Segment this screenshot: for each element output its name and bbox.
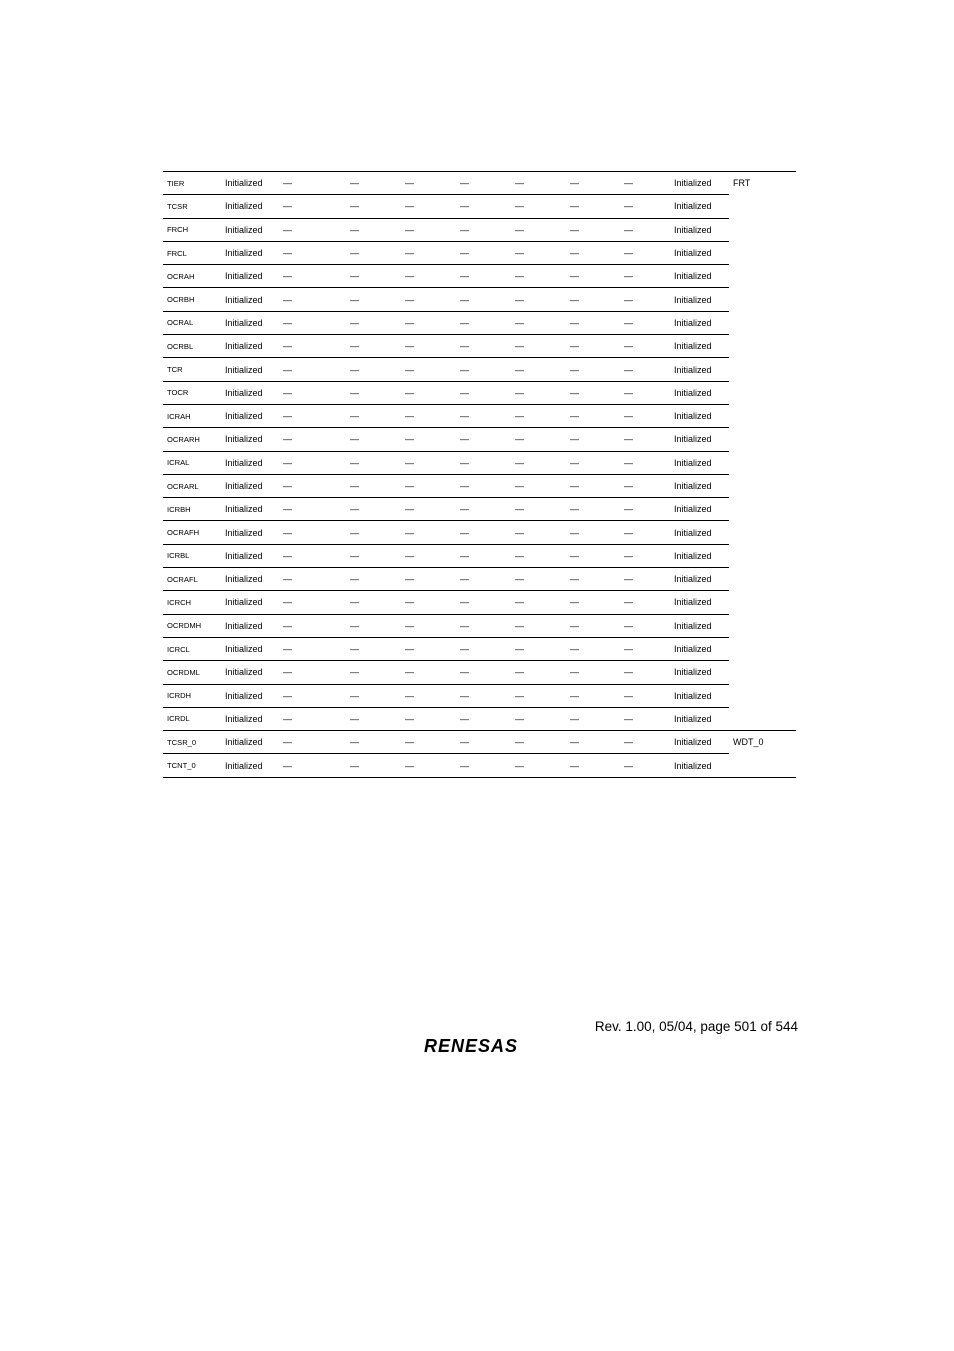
state-cell: Initialized (225, 661, 283, 684)
state-cell: Initialized (225, 265, 283, 288)
register-state-table (163, 171, 796, 778)
state-cell: — (460, 288, 515, 311)
state-cell: — (350, 521, 405, 544)
table-row (163, 544, 796, 567)
state-cell: — (624, 265, 674, 288)
state-cell: — (515, 335, 570, 358)
table-row (163, 451, 796, 474)
state-cell: — (283, 544, 350, 567)
state-cell: — (515, 544, 570, 567)
state-cell: — (460, 521, 515, 544)
state-cell: Initialized (674, 474, 729, 497)
state-cell: — (624, 498, 674, 521)
state-cell: — (515, 684, 570, 707)
state-cell: — (405, 474, 460, 497)
state-cell: — (460, 731, 515, 754)
state-cell: — (515, 404, 570, 427)
table-row (163, 754, 796, 777)
state-cell: — (350, 404, 405, 427)
state-cell: — (283, 521, 350, 544)
state-cell: — (460, 498, 515, 521)
state-cell: — (515, 218, 570, 241)
state-cell: — (515, 451, 570, 474)
state-cell: — (350, 544, 405, 567)
state-cell: — (624, 451, 674, 474)
module-cell: FRT (729, 172, 796, 731)
state-cell: Initialized (674, 684, 729, 707)
state-cell: — (570, 684, 624, 707)
table-row (163, 521, 796, 544)
state-cell: — (350, 568, 405, 591)
state-cell: — (460, 661, 515, 684)
state-cell: — (350, 172, 405, 195)
table-row (163, 358, 796, 381)
register-name-cell: OCRBH (163, 288, 225, 311)
state-cell: — (570, 311, 624, 334)
state-cell: — (515, 614, 570, 637)
state-cell: — (405, 265, 460, 288)
register-name-cell: ICRBL (163, 544, 225, 567)
state-cell: Initialized (674, 544, 729, 567)
state-cell: — (405, 195, 460, 218)
state-cell: — (570, 474, 624, 497)
page-footer-info: Rev. 1.00, 05/04, page 501 of 544 (594, 1019, 798, 1034)
state-cell: — (460, 474, 515, 497)
state-cell: — (624, 591, 674, 614)
state-cell: — (515, 498, 570, 521)
state-cell: — (515, 568, 570, 591)
state-cell: — (350, 381, 405, 404)
state-cell: — (570, 731, 624, 754)
state-cell: Initialized (674, 591, 729, 614)
state-cell: — (405, 568, 460, 591)
register-name-cell: ICRBH (163, 498, 225, 521)
state-cell: — (570, 404, 624, 427)
state-cell: — (570, 614, 624, 637)
state-cell: — (515, 241, 570, 264)
state-cell: — (570, 568, 624, 591)
register-name-cell: OCRAL (163, 311, 225, 334)
state-cell: — (405, 381, 460, 404)
state-cell: — (624, 637, 674, 660)
state-cell: — (460, 381, 515, 404)
state-cell: — (624, 428, 674, 451)
state-cell: Initialized (225, 591, 283, 614)
register-name-cell: OCRAH (163, 265, 225, 288)
register-name-cell: OCRDMH (163, 614, 225, 637)
register-name-cell: FRCL (163, 241, 225, 264)
state-cell: — (624, 172, 674, 195)
table-body (163, 172, 796, 778)
table-row (163, 591, 796, 614)
state-cell: — (624, 358, 674, 381)
state-cell: — (405, 637, 460, 660)
state-cell: Initialized (225, 241, 283, 264)
state-cell: — (283, 404, 350, 427)
state-cell: Initialized (674, 428, 729, 451)
state-cell: — (350, 614, 405, 637)
state-cell: — (283, 591, 350, 614)
state-cell: — (350, 288, 405, 311)
state-cell: Initialized (674, 637, 729, 660)
state-cell: — (405, 241, 460, 264)
state-cell: — (624, 241, 674, 264)
register-name-cell: OCRAFH (163, 521, 225, 544)
state-cell: — (515, 637, 570, 660)
table-row (163, 428, 796, 451)
state-cell: — (405, 760, 414, 771)
state-cell: — (350, 451, 405, 474)
state-cell: — (460, 172, 515, 195)
state-cell: — (405, 707, 460, 730)
state-cell: — (624, 404, 674, 427)
state-cell: — (460, 358, 515, 381)
state-cell: — (624, 544, 674, 567)
state-cell: Initialized (674, 731, 729, 754)
state-cell: — (350, 591, 405, 614)
state-cell: Initialized (674, 568, 729, 591)
state-cell: — (515, 265, 570, 288)
state-cell: Initialized (674, 381, 729, 404)
register-name-cell: OCRAFL (163, 568, 225, 591)
table-row (163, 474, 796, 497)
state-cell: — (515, 358, 570, 381)
table-row (163, 311, 796, 334)
state-cell: — (624, 335, 674, 358)
state-cell: Initialized (225, 288, 283, 311)
state-cell: — (283, 661, 350, 684)
state-cell: — (570, 591, 624, 614)
module-cell: WDT_0 (733, 737, 764, 748)
state-cell: Initialized (225, 381, 283, 404)
state-cell: — (460, 265, 515, 288)
renesas-logo (424, 1035, 542, 1055)
state-cell: — (283, 172, 350, 195)
state-cell: — (460, 195, 515, 218)
state-cell: — (405, 591, 460, 614)
state-cell: — (405, 288, 460, 311)
state-cell: — (515, 288, 570, 311)
state-cell: — (570, 544, 624, 567)
state-cell: — (283, 335, 350, 358)
state-cell: Initialized (674, 195, 729, 218)
state-cell: — (570, 661, 624, 684)
state-cell: Initialized (674, 335, 729, 358)
state-cell: — (283, 731, 350, 754)
register-name-cell: OCRARH (163, 428, 225, 451)
table-row (163, 707, 796, 730)
state-cell: — (350, 707, 405, 730)
state-cell: — (405, 498, 460, 521)
state-cell: — (515, 591, 570, 614)
table-row (163, 684, 796, 707)
register-name-cell: ICRAL (163, 451, 225, 474)
table-row (163, 404, 796, 427)
state-cell: — (283, 614, 350, 637)
state-cell: — (283, 498, 350, 521)
state-cell: Initialized (225, 404, 283, 427)
state-cell: — (283, 474, 350, 497)
table-row (163, 218, 796, 241)
state-cell: — (283, 381, 350, 404)
state-cell: — (405, 521, 460, 544)
table-row (163, 661, 796, 684)
state-cell: — (570, 195, 624, 218)
state-cell: Initialized (674, 707, 729, 730)
state-cell: — (405, 358, 460, 381)
state-cell: — (570, 451, 624, 474)
state-cell: Initialized (225, 172, 283, 195)
state-cell: — (515, 428, 570, 451)
state-cell: — (570, 760, 579, 771)
register-name-cell: ICRCL (163, 637, 225, 660)
state-cell: — (460, 241, 515, 264)
state-cell: — (405, 335, 460, 358)
state-cell: — (570, 218, 624, 241)
state-cell: — (283, 428, 350, 451)
state-cell: — (624, 218, 674, 241)
state-cell: — (515, 474, 570, 497)
state-cell: — (350, 760, 359, 771)
state-cell: — (515, 731, 570, 754)
register-name-cell: OCRDML (163, 661, 225, 684)
table-row (163, 172, 796, 195)
state-cell: — (350, 218, 405, 241)
table-row (163, 381, 796, 404)
state-cell: — (283, 451, 350, 474)
state-cell: — (283, 311, 350, 334)
state-cell: Initialized (225, 544, 283, 567)
state-cell: Initialized (674, 614, 729, 637)
state-cell: — (350, 311, 405, 334)
state-cell: — (624, 731, 674, 754)
state-cell: — (283, 707, 350, 730)
state-cell: Initialized (674, 661, 729, 684)
state-cell: — (515, 707, 570, 730)
state-cell: — (283, 637, 350, 660)
state-cell: Initialized (225, 474, 283, 497)
state-cell: — (350, 661, 405, 684)
state-cell: — (350, 684, 405, 707)
state-cell: — (460, 218, 515, 241)
register-name-cell: TCSR (163, 195, 225, 218)
state-cell: — (624, 521, 674, 544)
state-cell: — (570, 428, 624, 451)
state-cell: — (350, 637, 405, 660)
state-cell: — (350, 358, 405, 381)
state-cell: Initialized (225, 311, 283, 334)
state-cell: — (283, 568, 350, 591)
table-row (163, 195, 796, 218)
state-cell: — (624, 311, 674, 334)
state-cell: — (570, 265, 624, 288)
state-cell: — (350, 731, 405, 754)
state-cell: — (460, 335, 515, 358)
state-cell: Initialized (225, 451, 283, 474)
state-cell: — (405, 684, 460, 707)
register-name-cell: TCSR_0 (163, 731, 225, 754)
state-cell: — (460, 637, 515, 660)
state-cell: — (570, 521, 624, 544)
state-cell: — (350, 498, 405, 521)
state-cell: Initialized (225, 335, 283, 358)
state-cell: — (283, 358, 350, 381)
state-cell: — (515, 311, 570, 334)
state-cell: — (570, 358, 624, 381)
state-cell: — (515, 195, 570, 218)
state-cell: — (405, 614, 460, 637)
state-cell: — (624, 614, 674, 637)
state-cell: — (283, 684, 350, 707)
register-name-cell: OCRARL (163, 474, 225, 497)
state-cell: — (405, 218, 460, 241)
state-cell: Initialized (225, 637, 283, 660)
state-cell: Initialized (225, 707, 283, 730)
state-cell: — (405, 404, 460, 427)
state-cell: Initialized (225, 568, 283, 591)
state-cell: — (350, 335, 405, 358)
state-cell: — (515, 661, 570, 684)
state-cell: Initialized (674, 451, 729, 474)
register-name-cell: ICRAH (163, 404, 225, 427)
state-cell: — (350, 241, 405, 264)
table-row (163, 568, 796, 591)
register-name-cell: ICRDL (163, 707, 225, 730)
state-cell: — (624, 568, 674, 591)
table-row (163, 241, 796, 264)
state-cell: — (624, 661, 674, 684)
state-cell: — (460, 311, 515, 334)
state-cell: — (624, 381, 674, 404)
state-cell: — (283, 241, 350, 264)
state-cell: — (405, 311, 460, 334)
state-cell: — (460, 568, 515, 591)
state-cell: Initialized (225, 195, 283, 218)
state-cell: — (350, 474, 405, 497)
state-cell: — (283, 218, 350, 241)
table-row (163, 637, 796, 660)
state-cell: Initialized (674, 760, 712, 771)
state-cell: — (570, 335, 624, 358)
state-cell: — (460, 451, 515, 474)
state-cell: Initialized (225, 428, 283, 451)
state-cell: — (405, 544, 460, 567)
state-cell: — (405, 428, 460, 451)
state-cell: Initialized (674, 358, 729, 381)
table-row (163, 498, 796, 521)
table-row (163, 731, 796, 754)
state-cell: — (570, 241, 624, 264)
state-cell: — (460, 684, 515, 707)
state-cell: — (570, 707, 624, 730)
state-cell: — (460, 760, 469, 771)
state-cell: Initialized (225, 521, 283, 544)
state-cell: — (350, 195, 405, 218)
state-cell: Initialized (674, 218, 729, 241)
state-cell: Initialized (674, 172, 729, 195)
table-row (163, 614, 796, 637)
state-cell: — (460, 614, 515, 637)
state-cell: Initialized (225, 218, 283, 241)
state-cell: — (460, 428, 515, 451)
state-cell: — (283, 288, 350, 311)
register-name-cell: TIER (163, 172, 225, 195)
state-cell: Initialized (674, 521, 729, 544)
state-cell: — (570, 288, 624, 311)
register-name-cell: ICRDH (163, 684, 225, 707)
table-row (163, 335, 796, 358)
table-row (163, 265, 796, 288)
state-cell: — (460, 544, 515, 567)
register-name-cell: TCNT_0 (167, 761, 196, 771)
state-cell: Initialized (674, 288, 729, 311)
state-cell: — (570, 637, 624, 660)
state-cell: Initialized (674, 498, 729, 521)
renesas-logo-text: RENESAS (424, 1036, 519, 1055)
state-cell: — (515, 760, 524, 771)
state-cell: — (460, 707, 515, 730)
state-cell: — (460, 404, 515, 427)
register-name-cell: TOCR (163, 381, 225, 404)
state-cell: — (350, 265, 405, 288)
state-cell: — (405, 731, 460, 754)
state-cell: — (624, 760, 633, 771)
state-cell: Initialized (225, 684, 283, 707)
state-cell: Initialized (674, 265, 729, 288)
state-cell: — (624, 474, 674, 497)
state-cell: Initialized (225, 760, 263, 771)
state-cell: — (405, 172, 460, 195)
state-cell: — (570, 172, 624, 195)
state-cell: Initialized (225, 498, 283, 521)
register-name-cell: TCR (163, 358, 225, 381)
state-cell: Initialized (225, 614, 283, 637)
state-cell: — (570, 381, 624, 404)
state-cell: — (405, 451, 460, 474)
state-cell: Initialized (674, 241, 729, 264)
register-name-cell: ICRCH (163, 591, 225, 614)
state-cell: — (283, 265, 350, 288)
state-cell: — (515, 172, 570, 195)
state-cell: — (283, 195, 350, 218)
state-cell: — (515, 521, 570, 544)
state-cell: Initialized (225, 358, 283, 381)
state-cell: — (624, 707, 674, 730)
state-cell: — (350, 428, 405, 451)
state-cell: — (405, 661, 460, 684)
state-cell: Initialized (674, 404, 729, 427)
state-cell: Initialized (225, 731, 283, 754)
state-cell: — (515, 381, 570, 404)
state-cell: — (283, 760, 292, 771)
table-row (163, 288, 796, 311)
state-cell: Initialized (674, 311, 729, 334)
register-name-cell: FRCH (163, 218, 225, 241)
state-cell: — (624, 288, 674, 311)
state-cell: — (460, 591, 515, 614)
state-cell: — (624, 684, 674, 707)
state-cell: — (570, 498, 624, 521)
register-name-cell: OCRBL (163, 335, 225, 358)
state-cell: — (624, 195, 674, 218)
